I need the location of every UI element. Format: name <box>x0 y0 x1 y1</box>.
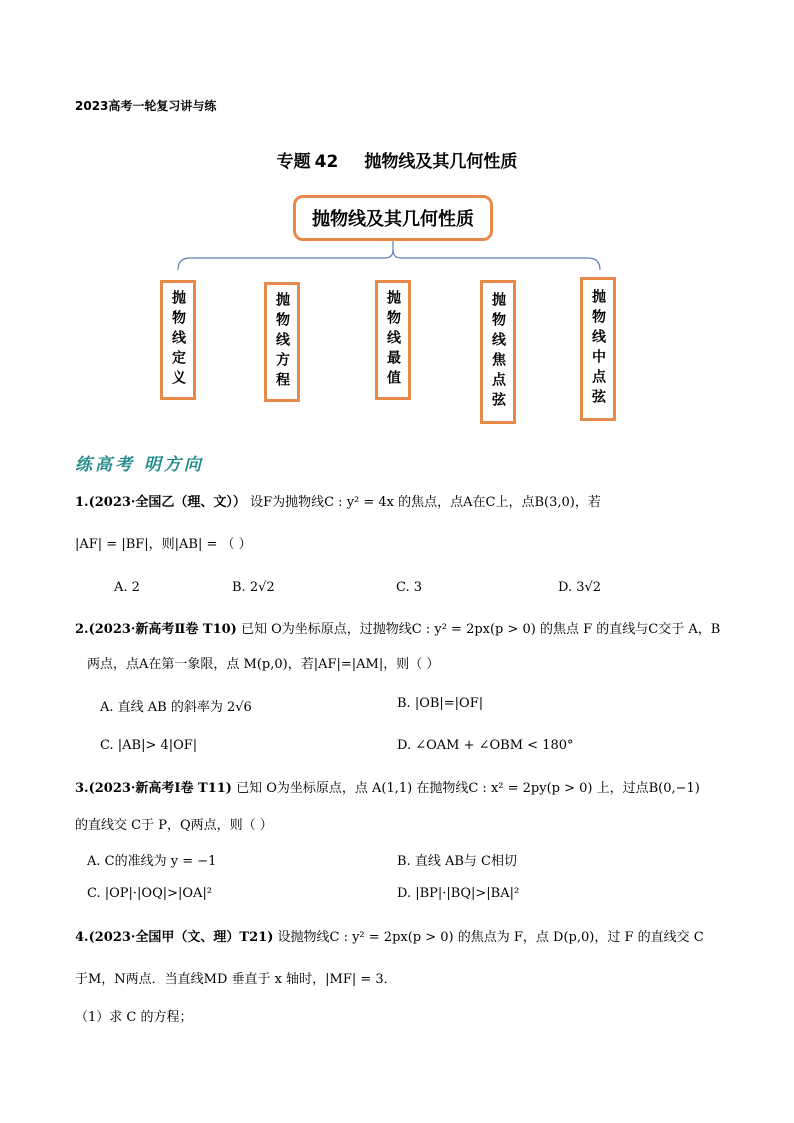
document-header: 2023高考一轮复习讲与练 <box>75 99 217 113</box>
question-1-option-a: A. 2 <box>114 580 140 595</box>
section-title: 练高考 明方向 <box>75 455 204 475</box>
mindmap-node-label: 抛物线焦点弦 <box>490 292 506 412</box>
question-1-option-b: B. 2√2 <box>232 580 275 595</box>
title-number: 42 <box>314 152 339 172</box>
mindmap-node-focal-chord <box>480 280 516 424</box>
title-label: 专题 <box>276 152 311 172</box>
question-3-line-2: 的直线交 C于 P，Q两点，则（ ） <box>75 818 273 833</box>
question-2-option-b: B. |OB|=|OF| <box>397 696 484 711</box>
question-3-line-1 <box>75 780 700 798</box>
question-3-option-c: C. |OP|·|OQ|>|OA|² <box>87 886 213 901</box>
question-2-option-c: C. |AB|> 4|OF| <box>100 738 198 753</box>
question-source: 2.(2023·新高考Ⅱ卷 T10) <box>75 622 237 637</box>
question-2-line-1 <box>75 621 720 639</box>
mindmap-node-extremum <box>375 280 411 400</box>
question-1-line-2: |AF| = |BF|，则|AB| = （ ） <box>75 537 252 552</box>
question-text: 已知 O为坐标原点，点 A(1,1) 在抛物线C : x² = 2py(p > 0) 上，过点B(0,−1) <box>236 781 700 796</box>
question-4-line-2: 于M，N两点．当直线MD 垂直于 x 轴时，|MF| = 3． <box>75 972 397 987</box>
question-text: 设F为抛物线C : y² = 4x 的焦点，点A在C上，点B(3,0)，若 <box>250 495 601 510</box>
question-source: 4.(2023·全国甲（文、理）T21) <box>75 930 274 945</box>
question-source: 1.(2023·全国乙（理、文）） <box>75 495 246 510</box>
question-3-option-b: B. 直线 AB与 C相切 <box>397 854 517 869</box>
question-text: 已知 O为坐标原点，过抛物线C : y² = 2px(p > 0) 的焦点 F 的直线与C交于 A，B <box>240 622 721 637</box>
question-1-option-c: C. 3 <box>396 580 423 595</box>
mindmap-node-midpoint-chord <box>580 277 616 421</box>
mindmap-node-definition <box>160 280 196 400</box>
mindmap-root-node <box>293 195 493 241</box>
question-4-line-1 <box>75 929 704 947</box>
question-text: 设抛物线C : y² = 2px(p > 0) 的焦点为 F，点 D(p,0)，过 F 的直线交 C <box>277 930 704 945</box>
question-2-option-d: D. ∠OAM + ∠OBM < 180° <box>397 738 574 753</box>
mindmap-node-label: 抛物线中点弦 <box>590 289 606 409</box>
mindmap-root-label: 抛物线及其几何性质 <box>312 209 474 230</box>
question-source: 3.(2023·新高考Ⅰ卷 T11) <box>75 781 232 796</box>
question-2-option-a: A. 直线 AB 的斜率为 2√6 <box>100 700 252 715</box>
mindmap-node-label: 抛物线最值 <box>385 290 401 390</box>
mindmap-node-equation <box>264 282 300 402</box>
question-2-line-2: 两点，点A在第一象限，点 M(p,0)，若|AF|=|AM|，则（ ） <box>87 657 440 672</box>
question-4-subquestion-1: （1）求 C 的方程； <box>75 1010 193 1025</box>
question-3-option-d: D. |BP|·|BQ|>|BA|² <box>397 886 520 901</box>
mindmap-connector-lines <box>0 0 794 300</box>
title-text: 抛物线及其几何性质 <box>364 152 518 172</box>
question-1-option-d: D. 3√2 <box>558 580 602 595</box>
mindmap-node-label: 抛物线定义 <box>170 290 186 390</box>
mindmap-node-label: 抛物线方程 <box>274 292 290 392</box>
question-3-option-a: A. C的准线为 y = −1 <box>87 854 217 869</box>
question-1-line-1 <box>75 494 601 512</box>
